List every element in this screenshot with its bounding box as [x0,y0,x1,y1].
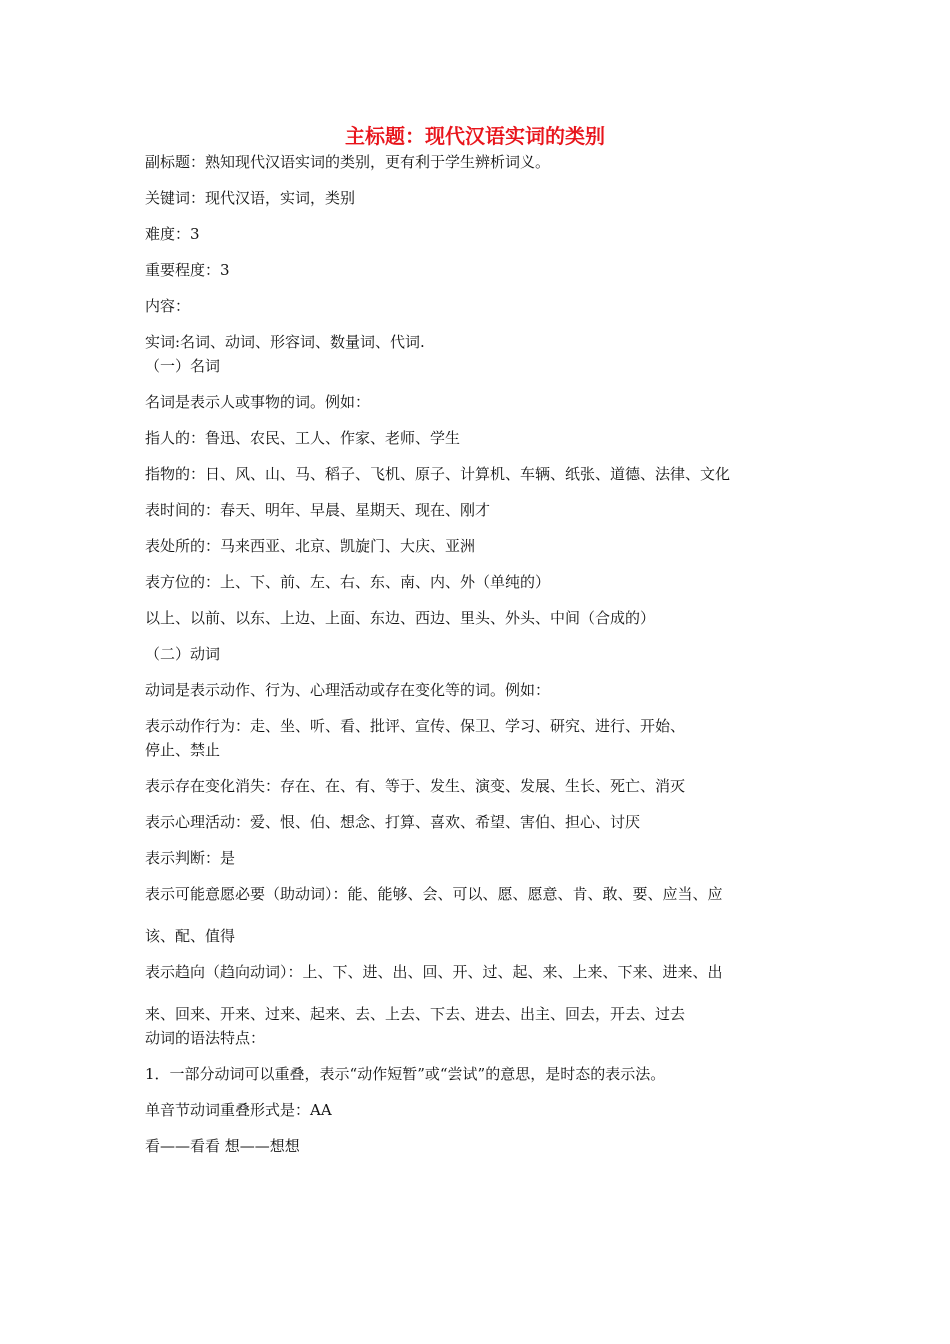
content-line: 实词:名词、动词、形容词、数量词、代词. [145,333,425,351]
keywords-line: 关键词：现代汉语，实词，类别 [145,189,356,207]
section-heading-noun: （一）名词 [145,357,221,375]
content-line: 动词的语法特点： [145,1029,266,1047]
content-line: 动词是表示动作、行为、心理活动或存在变化等的词。例如： [145,681,551,699]
difficulty-line: 难度：3 [145,225,200,243]
content-line: 指人的：鲁迅、农民、工人、作家、老师、学生 [145,429,461,447]
main-title: 主标题：现代汉语实词的类别 [345,124,605,148]
document-body [145,150,815,1158]
content-line: 来、回来、开来、过来、起来、去、上去、下去、进去、出主、回去，开去、过去 [145,1005,686,1023]
content-line: 1．一部分动词可以重叠，表示“动作短暂”或“尝试”的意思，是时态的表示法。 [145,1065,666,1083]
content-line: 该、配、值得 [145,927,236,945]
content-line: 以上、以前、以东、上边、上面、东边、西边、里头、外头、中间（合成的） [145,609,656,627]
content-line: 表处所的：马来西亚、北京、凯旋门、大庆、亚洲 [145,537,476,555]
content-line: 看——看看 想——想想 [145,1137,300,1155]
content-line: 名词是表示人或事物的词。例如： [145,393,371,411]
subtitle-line: 副标题：熟知现代汉语实词的类别，更有利于学生辨析词义。 [145,153,551,171]
section-heading-verb: （二）动词 [145,645,221,663]
importance-line: 重要程度：3 [145,261,230,279]
content-line: 单音节动词重叠形式是：AA [145,1101,332,1119]
content-line: 停止、禁止 [145,741,221,759]
content-line: 表方位的：上、下、前、左、右、东、南、内、外（单纯的） [145,573,551,591]
content-line: 表示判断：是 [145,849,236,867]
content-line: 表示心理活动：爱、恨、伯、想念、打算、喜欢、希望、害伯、担心、讨厌 [145,813,641,831]
content-line: 指物的：日、风、山、马、稻子、飞机、原子、计算机、车辆、纸张、道德、法律、文化 [145,465,731,483]
content-line: 表示趋向（趋向动词）：上、下、进、出、回、开、过、起、来、上来、下来、进来、出 [145,963,723,981]
content-label: 内容： [145,297,191,315]
content-line: 表示存在变化消失：存在、在、有、等于、发生、演变、发展、生长、死亡、消灭 [145,777,686,795]
content-line: 表示动作行为：走、坐、听、看、批评、宣传、保卫、学习、研究、进行、开始、 [145,717,686,735]
content-line: 表示可能意愿必要（助动词）：能、能够、会、可以、愿、愿意、肯、敢、要、应当、应 [145,885,723,903]
content-line: 表时间的：春天、明年、早晨、星期天、现在、刚才 [145,501,491,519]
